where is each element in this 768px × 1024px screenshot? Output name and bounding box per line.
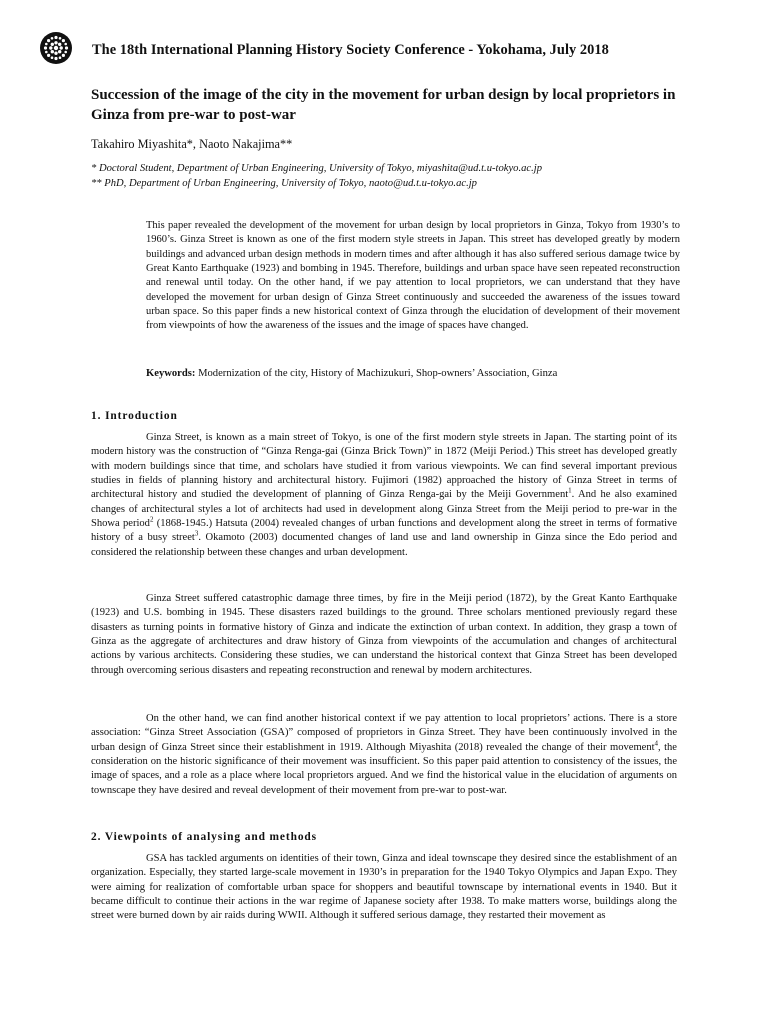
- paragraph: [91, 592, 677, 678]
- affiliation-1: * Doctoral Student, Department of Urban Engineering, University of Tokyo, miyashita@ud.t.u-tokyo.ac.jp: [91, 163, 542, 174]
- conference-title: The 18th International Planning History Society Conference - Yokohama, July 2018: [92, 42, 609, 58]
- paragraph: [91, 431, 677, 560]
- affiliation-2: ** PhD, Department of Urban Engineering, University of Tokyo, naoto@ud.t.u-tokyo.ac.jp: [91, 178, 477, 189]
- keywords-list: Modernization of the city, History of Machizukuri, Shop-owners’ Association, Ginza: [198, 368, 558, 379]
- conference-header: [36, 30, 736, 70]
- paragraph: [91, 852, 677, 924]
- section-heading-methods: 2. Viewpoints of analysing and methods: [91, 831, 317, 843]
- footnote-ref: 1: [568, 486, 572, 495]
- footnote-ref: 4: [654, 739, 659, 748]
- keywords: [146, 368, 557, 379]
- paragraph-text: , the consideration on the historic significance of their movement was insufficient. So this paper paid attention to consistency of the issues, the image of spaces, and a role as a place where local proprietors argued. And we find the historical value in the elucidation of arguments on townscape they have desired and reveal development of their movement from pre-war to post-war.: [91, 741, 677, 796]
- paper-authors: Takahiro Miyashita*, Naoto Nakajima**: [91, 137, 293, 151]
- footnote-ref: 3: [194, 529, 199, 538]
- paper-title: Succession of the image of the city in the movement for urban design by local proprietors in Ginza from pre-war to post-war: [91, 87, 676, 123]
- paragraph-text: On the other hand, we can find another historical context if we pay attention to local proprietors’ actions. There is a store association: “Ginza Street Association (GSA)” composed of proprietors in Ginza Street. They have been continuously involved in the urban design of Ginza Street since their establishment in 1919. Although Miyashita (2018) revealed the change of their movement: [91, 713, 677, 753]
- paragraph-text: . And he also examined changes of architectural styles a lot of architects had used in development along Ginza Street from the Meiji period to pre-war in the Showa period: [91, 489, 677, 530]
- paragraph: [91, 712, 677, 798]
- footnote-ref: 2: [149, 515, 154, 524]
- keywords-label: Keywords:: [146, 368, 196, 379]
- section-heading-introduction: 1. Introduction: [91, 410, 178, 422]
- paragraph-text: GSA has tackled arguments on identities of their town, Ginza and ideal townscape they desired since the establishment of an organization. Especially, they started large-scale movement in 1930’s in preparation for the 1940 Tokyo Olympics and Japan Expo. They were aiming for realization of comfortable urban space for shoppers and beautiful townscape by international events in 1940. But it became difficult to continue their actions in the war regime of Japanese society after 1938. To make matters worse, buildings along the street were burned down by air raids during WWII. Although it suffered serious damage, they restarted their movement as: [91, 853, 677, 922]
- paragraph-text: . Okamoto (2003) documented changes of land use and land ownership in Ginza since the Edo period and considered the relationship between these changes and urban development.: [91, 532, 678, 558]
- conference-logo-icon: [38, 30, 74, 66]
- paragraph-text: Ginza Street, is known as a main street of Tokyo, is one of the first modern style streets in Japan. The starting point of its modern history was the construction of “Ginza Renga-gai (Ginza Brick Town)” in 1872 (Meiji Period.) This street has developed greatly with modern buildings since that time, and scholars have studied it from various viewpoints. We can find several important previous studies in fields of planning history and architectural history. Fujimori (1982) approached the history of Ginza Street in terms of architectural history and studied the development of planning of Ginza Renga-gai by the Meiji Government: [91, 432, 677, 501]
- paragraph-text: Ginza Street suffered catastrophic damage three times, by fire in the Meiji period (1872), by the Great Kanto Earthquake (1923) and U.S. bombing in 1945. These disasters razed buildings to the ground. Three scholars mentioned previously regard these disasters as turning points in formative history of Ginza and indicate the extinction of urban context. In addition, they grasp a town of Ginza as the aggregate of architectures and draw history of Ginza from viewpoints of the accumulation and changes of architectural actions by various architects. Considering these studies, we can understand the historical context that Ginza Street has been developed through overcoming serious disasters and repeating reconstruction and renewal by modern architectures.: [91, 593, 677, 676]
- abstract: This paper revealed the development of the movement for urban design by local proprietors in Ginza, Tokyo from 1930’s to 1960’s. Ginza Street is known as one of the first modern style streets in Japan. This street has developed greatly by modern buildings and advanced urban design methods in modern times and after although it has also suffered serious damage twice by Great Kanto Earthquake (1923) and bombing in 1945. Therefore, buildings and urban space have seen repeated reconstruction and renewal until today. On the other hand, if we pay attention to local proprietors, we can understand that they have developed the movement for urban design of Ginza Street continuously and succeeded the awareness of the issues toward urban space. So this paper finds a new historical context of Ginza through the elucidation of development of their movement from viewpoints of how the awareness of the issues and the image of spaces have changed.: [146, 220, 680, 332]
- paragraph-text: (1868-1945.) Hatsuta (2004) revealed changes of urban functions and development along the street in terms of formative history of a busy street: [91, 518, 677, 544]
